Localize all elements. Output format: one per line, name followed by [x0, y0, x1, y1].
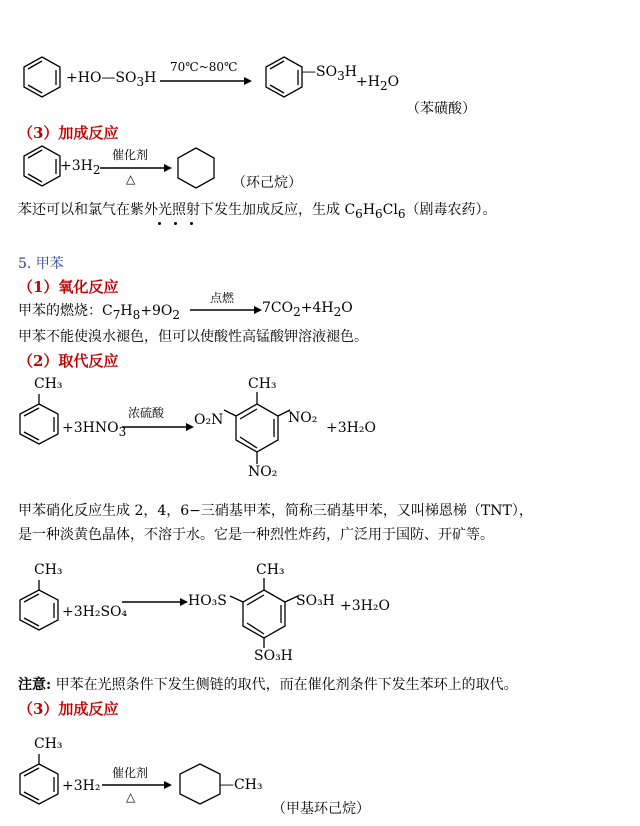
emphasis-dot — [190, 222, 193, 225]
section-title-substitution: （2）取代反应 — [18, 352, 119, 370]
nitration-catalyst: 浓硫酸 — [128, 406, 165, 420]
emphasis-dot — [174, 222, 177, 225]
methylcyclohexane-ring — [176, 762, 226, 806]
combustion-arrow — [190, 305, 262, 315]
section-title-oxidation: （1）氧化反应 — [18, 278, 119, 296]
combustion-condition: 点燃 — [210, 291, 235, 305]
nitration-byproduct: +3H₂O — [326, 420, 376, 436]
r2-heat: △ — [126, 172, 136, 186]
emphasis-dot — [158, 222, 161, 225]
toluene-ring-hydrogenation — [18, 754, 60, 810]
product-ring-sulfonation — [228, 578, 300, 658]
product-bottom-so3h: SO₃H — [254, 648, 293, 664]
combustion-right: $7CO_2+4H_2O$ — [262, 300, 353, 319]
product-ch3: CH₃ — [256, 562, 285, 578]
r2-arrow — [100, 163, 172, 173]
section-title-addition: （3）加成反应 — [18, 124, 119, 142]
tnt-bottom-no2: NO₂ — [248, 464, 278, 480]
r1-product-name: （苯磺酸） — [406, 101, 476, 117]
hydrogenation-product-name: （甲基环己烷） — [272, 801, 370, 817]
paragraph-tnt-line1: 甲苯硝化反应生成 2，4，6−三硝基甲苯，简称三硝基甲苯，又叫梯恩梯（TNT）， — [18, 503, 533, 519]
benzene-ring-r1-reactant — [22, 55, 62, 99]
hydrogenation-arrow — [102, 780, 172, 790]
r1-arrow — [160, 76, 252, 86]
r1-byproduct: $+H_2O$ — [356, 74, 400, 93]
note-text: 甲苯在光照条件下发生侧链的取代，而在催化剂条件下发生苯环上的取代。 — [55, 677, 518, 693]
hydrogenation-heat: △ — [126, 790, 136, 804]
sulfonation-byproduct: +3H₂O — [340, 598, 390, 614]
hydrogenation-catalyst: 催化剂 — [112, 766, 149, 780]
paragraph-tnt-line2: 是一种淡黄色晶体，不溶于水。它是一种烈性炸药，广泛用于国防、开矿等。 — [18, 527, 494, 543]
product-right-so3h: SO₃H — [296, 593, 335, 609]
r1-reagent: $+HO—SO_3H$ — [66, 70, 157, 89]
tnt-left-no2: O₂N — [194, 412, 224, 428]
benzene-ring-r2-reactant — [22, 144, 62, 188]
product-left-so3h: HO₃S — [188, 593, 227, 609]
hydrogenation-product-ch3: —CH₃ — [220, 777, 263, 793]
tnt-right-no2: NO₂ — [288, 410, 318, 426]
note-line — [18, 674, 518, 694]
r2-product-name: （环己烷） — [232, 175, 302, 191]
paragraph-chlorination: 苯还可以和氯气在紫外光照射下发生加成反应，生成 $C_6H_6Cl_6$（剧毒农药）。 — [18, 202, 497, 221]
r1-product-group: $—SO_3H$ — [302, 64, 357, 83]
section-title-addition-2: （3）加成反应 — [18, 700, 119, 718]
sulfonation-arrow — [122, 597, 188, 607]
sulfonation-reactant-ch3: CH₃ — [34, 562, 63, 578]
nitration-arrow — [122, 422, 194, 432]
benzene-ring-r1-product — [264, 55, 304, 99]
note-label: 注意: — [18, 677, 52, 693]
toluene-ring-nitration — [18, 394, 60, 450]
hydrogenation-reactant-ch3: CH₃ — [34, 736, 63, 752]
r2-catalyst: 催化剂 — [112, 148, 149, 162]
tnt-ring — [222, 392, 292, 472]
paragraph-bromine: 甲苯不能使溴水褪色，但可以使酸性高锰酸钾溶液褪色。 — [18, 329, 368, 345]
nitration-reactant-ch3: CH₃ — [34, 376, 63, 392]
hydrogenation-reagent: +3H₂ — [62, 778, 101, 794]
tnt-ch3: CH₃ — [248, 376, 277, 392]
cyclohexane-ring-r2 — [176, 146, 216, 190]
nitration-reagent: $+3HNO_3$ — [62, 420, 127, 439]
r1-condition: 70℃~80℃ — [170, 60, 238, 74]
r2-reagent: $+3H_2$ — [60, 158, 101, 177]
sulfonation-reagent: +3H₂SO₄ — [62, 604, 128, 620]
combustion-left: 甲苯的燃烧：$C_7H_8+9O_2$ — [18, 303, 180, 322]
toluene-ring-sulfonation — [18, 580, 60, 636]
section-title-toluene: 5. 甲苯 — [18, 256, 64, 272]
